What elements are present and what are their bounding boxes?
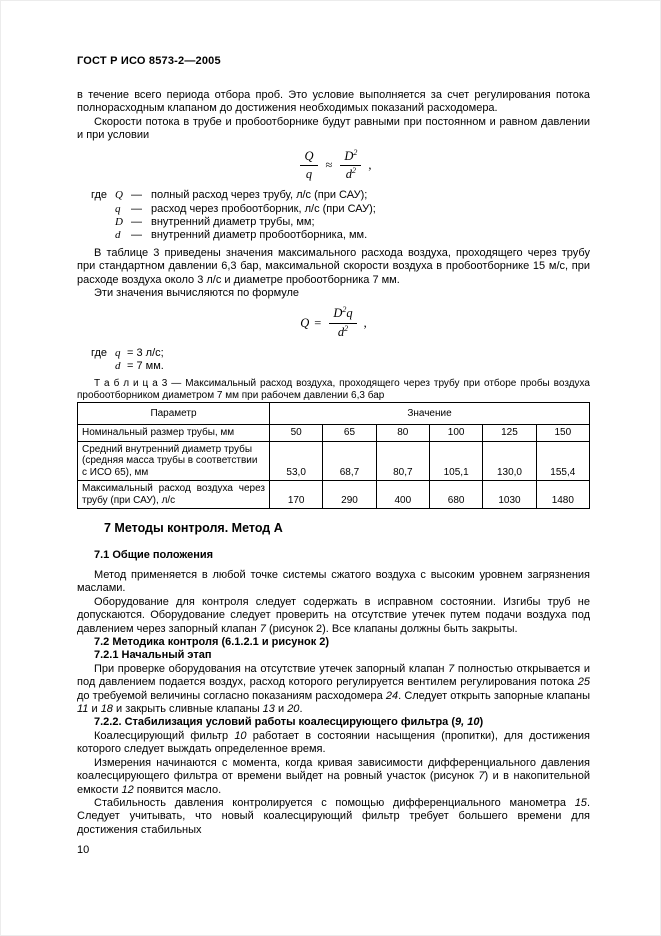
fraction-numerator xyxy=(329,307,356,324)
section-7-2-1-title: 7.2.1 Начальный этап xyxy=(94,649,212,662)
paragraph-formula-intro: Эти значения вычисляются по формуле xyxy=(94,286,300,299)
table-caption-text: Максимальный расход воздуха, проходящего через трубу при отборе пробы воздуха пробоотборником диаметром 7 мм при рабочем давлении 6,3 бар xyxy=(77,377,590,401)
variable: q xyxy=(346,306,353,321)
where-prefix: где xyxy=(91,189,108,202)
fraction-numerator: Q xyxy=(300,150,317,167)
section-7-title: 7 Методы контроля. Метод А xyxy=(104,521,283,536)
where-text: = 7 мм. xyxy=(127,360,164,373)
section-7-1-title: 7.1 Общие положения xyxy=(94,548,214,561)
fraction-numerator xyxy=(340,147,361,167)
table-cell: 1030 xyxy=(483,481,536,509)
paragraph-intro-1: в течение всего периода отбора проб. Это условие выполняется за счет регулирования потока полнорасходным клапаном до достижения необходимых показаний расходомера. xyxy=(77,89,590,115)
paragraph-7-2-2-a: Коалесцирующий фильтр 10 работает в состоянии насыщения (пропитки), для достижения которого следует выждать определенное время. xyxy=(77,729,590,756)
variable: d xyxy=(345,167,353,182)
table-row-label: Номинальный размер трубы, мм xyxy=(78,425,270,442)
table-caption-label: Т а б л и ц а 3 — xyxy=(94,377,182,389)
where-variable: q xyxy=(115,202,121,215)
formula-lhs: Q xyxy=(300,315,310,330)
table-caption xyxy=(77,378,590,402)
formula-comma: , xyxy=(363,315,367,330)
table-cell: 290 xyxy=(323,481,376,509)
table-cell: 53,0 xyxy=(270,441,323,481)
paragraph-7-2-2-c: Стабильность давления контролируется с помощью дифференциального манометра 15. Следует учитывать, что новый коалесцирующий фильтр требует большего времени для достижения стабильных xyxy=(77,796,590,836)
where-definitions-2 xyxy=(77,347,590,374)
table-cell: 100 xyxy=(429,425,482,442)
paragraph-7-1-a: Метод применяется в любой точке системы сжатого воздуха с высоким уровнем загрязнения маслами. xyxy=(77,569,590,595)
table-cell: 130,0 xyxy=(483,441,536,481)
formula-flow-ratio xyxy=(77,147,590,183)
where-row xyxy=(77,229,590,242)
where-variable: q xyxy=(115,346,121,359)
paragraph-7-1-b: Оборудование для контроля следует содержать в исправном состоянии. Изгибы труб не допускаются. Оборудование следует проверить на отсутствие утечек путем подачи воздуха под давлением через запорный клапан 7 (рисунок 2). Все клапаны должны быть закрыты. xyxy=(77,595,590,635)
fraction xyxy=(329,307,356,340)
exponent: 2 xyxy=(342,305,347,315)
where-row xyxy=(77,189,590,202)
table-cell: 50 xyxy=(270,425,323,442)
where-dash: — xyxy=(131,202,142,215)
table-row-label: Средний внутренний диаметр трубы (средняя масса трубы в соответствии с ИСО 65), мм xyxy=(78,441,270,481)
where-prefix xyxy=(91,216,115,229)
table-row xyxy=(78,425,590,442)
fraction-denominator xyxy=(338,324,348,340)
equals-symbol: = xyxy=(314,315,322,330)
table-cell: 1480 xyxy=(536,481,589,509)
page-content xyxy=(77,89,590,858)
fraction-denominator xyxy=(346,166,356,182)
where-row xyxy=(77,203,590,216)
paragraph-intro-2: Скорости потока в трубе и пробоотборнике будут равными при постоянном и равном давлении и при условии xyxy=(77,115,590,142)
section-7-2-2-title: 7.2.2. Стабилизация условий работы коалесцирующего фильтра (9, 10) xyxy=(94,716,484,729)
table-cell: 80 xyxy=(376,425,429,442)
variable: D xyxy=(333,306,343,321)
table-cell: 125 xyxy=(483,425,536,442)
table-cell: 150 xyxy=(536,425,589,442)
where-prefix xyxy=(91,360,115,373)
where-text: внутренний диаметр пробоотборника, мм. xyxy=(151,229,368,242)
exponent: 2 xyxy=(344,323,349,333)
page-number: 10 xyxy=(77,844,90,857)
table-cell: 170 xyxy=(270,481,323,509)
where-text: = 3 л/с; xyxy=(127,346,164,359)
table-cell: 68,7 xyxy=(323,441,376,481)
table-row-label: Максимальный расход воздуха через трубу (при САУ), л/с xyxy=(78,481,270,509)
exponent: 2 xyxy=(352,166,357,176)
where-row xyxy=(77,347,590,360)
variable: D xyxy=(344,148,354,163)
where-row xyxy=(77,216,590,229)
table-header-value: Значение xyxy=(270,402,590,425)
where-dash: — xyxy=(131,189,142,202)
table-cell: 65 xyxy=(323,425,376,442)
table-row xyxy=(78,441,590,481)
paragraph-7-2-1: При проверке оборудования на отсутствие утечек запорный клапан 7 полностью открывается и под давлением подается воздух, расход которого регулируется вентилем регулирования потока 25 до требуемой величины согласно показаниям расходомера 24. Следует открыть запорные клапаны 11 и 18 и закрыть сливные клапаны 13 и 20. xyxy=(77,662,590,716)
where-variable: d xyxy=(115,229,121,242)
where-row xyxy=(77,360,590,373)
where-prefix: где xyxy=(91,346,108,359)
where-prefix xyxy=(91,229,115,242)
where-variable: D xyxy=(115,215,123,228)
where-dash: — xyxy=(131,229,142,242)
exponent: 2 xyxy=(353,147,358,157)
where-text: расход через пробоотборник, л/с (при САУ); xyxy=(151,202,376,215)
fraction-right xyxy=(340,147,361,183)
table-cell: 400 xyxy=(376,481,429,509)
table-header-row xyxy=(78,402,590,425)
section-7-2-title: 7.2 Методика контроля (6.1.2.1 и рисунок 2) xyxy=(94,636,330,649)
paragraph-7-2-2-b: Измерения начинаются с момента, когда кривая зависимости дифференциального давления коалесцирующего фильтра от времени выйдет на ровный участок (рисунок 7) и в накопительной емкости 12 появится масло. xyxy=(77,756,590,796)
where-variable: d xyxy=(115,360,121,373)
table-cell: 80,7 xyxy=(376,441,429,481)
paragraph-table-intro: В таблице 3 приведены значения максимального расхода воздуха, проходящего через трубу при стандартном давлении 6,3 бар, максимальной скорости воздуха в пробоотборнике 15 м/с, при расходе воздуха около 3 л/с и диаметре пробоотборника 7 мм. xyxy=(77,246,590,286)
where-text: полный расход через трубу, л/с (при САУ); xyxy=(151,189,368,202)
approx-symbol: ≈ xyxy=(325,158,333,172)
table-cell: 155,4 xyxy=(536,441,589,481)
formula-comma: , xyxy=(368,158,372,172)
fraction-left xyxy=(300,150,317,183)
table-cell: 105,1 xyxy=(429,441,482,481)
where-variable: Q xyxy=(115,189,123,202)
where-dash: — xyxy=(131,215,142,228)
table-3 xyxy=(77,402,590,510)
fraction-denominator: q xyxy=(305,167,313,182)
doc-number: ГОСТ Р ИСО 8573-2—2005 xyxy=(77,55,221,67)
table-cell: 680 xyxy=(429,481,482,509)
table-row xyxy=(78,481,590,509)
where-text: внутренний диаметр трубы, мм; xyxy=(151,215,315,228)
variable: d xyxy=(337,325,345,340)
where-prefix xyxy=(91,203,115,216)
table-header-param: Параметр xyxy=(78,402,270,425)
formula-q-calculation xyxy=(77,307,590,340)
where-definitions-1 xyxy=(77,189,590,243)
